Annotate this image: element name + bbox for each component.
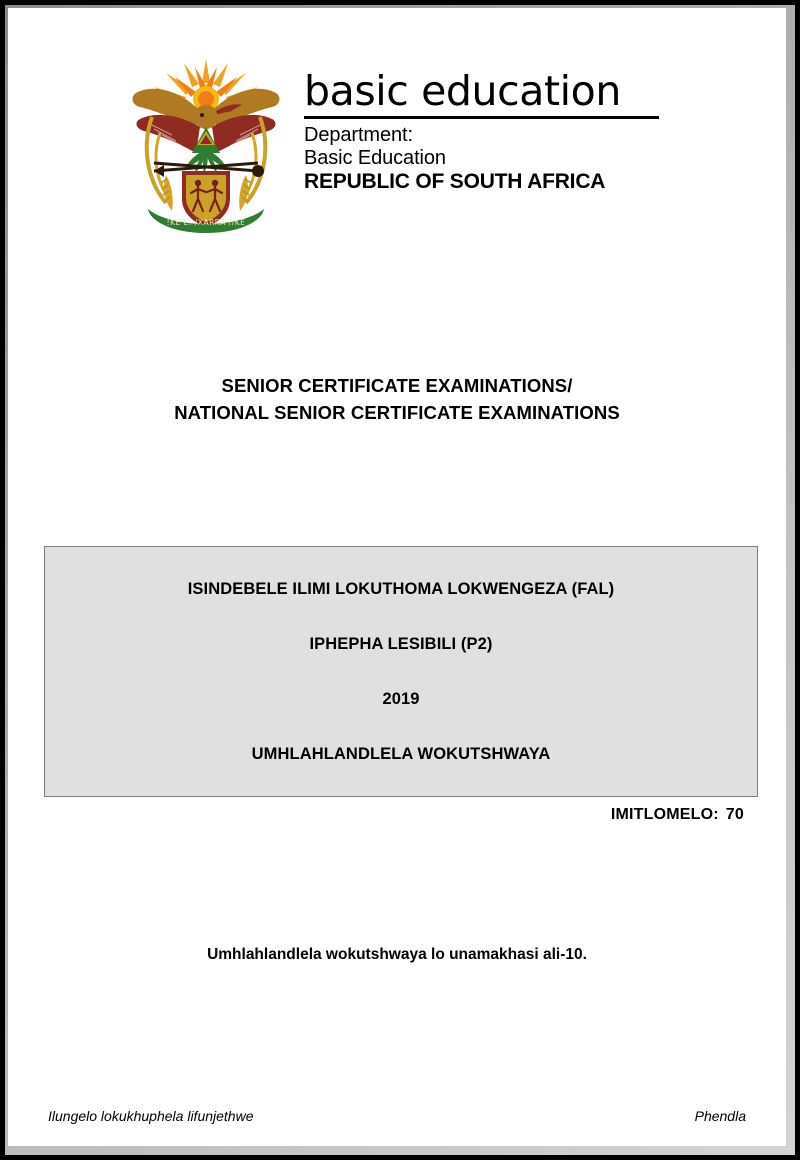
page-shadow — [5, 5, 795, 1155]
exam-heading — [8, 373, 786, 427]
paper-number: IPHEPHA LESIBILI (P2) — [309, 635, 493, 653]
south-african-coat-of-arms-icon — [120, 53, 292, 235]
page-footer — [48, 1108, 746, 1124]
subject-panel — [44, 546, 758, 797]
page-sheet — [8, 8, 786, 1146]
logotype-basic-education: basic education — [304, 67, 621, 115]
logotype-divider — [304, 116, 659, 119]
total-marks-value: 70 — [725, 806, 744, 823]
exam-heading-line-2: NATIONAL SENIOR CERTIFICATE EXAMINATIONS — [174, 401, 620, 423]
footer-turn-over: Phendla — [694, 1108, 746, 1124]
total-marks — [611, 806, 744, 824]
exam-heading-line-1: SENIOR CERTIFICATE EXAMINATIONS/ — [221, 375, 573, 396]
logotype-department-name: Basic Education — [304, 147, 446, 170]
exam-year: 2019 — [382, 690, 420, 708]
letterhead — [8, 53, 786, 235]
page-count-note: Umhlahlandlela wokutshwaya lo unamakhasi ali-10. — [207, 946, 587, 963]
departmental-logotype — [304, 67, 674, 195]
svg-text:!KE E: /XARRA //KE: !KE E: /XARRA //KE — [166, 218, 246, 227]
total-marks-label: IMITLOMELO: — [610, 806, 719, 823]
subject-name: ISINDEBELE ILIMI LOKUTHOMA LOKWENGEZA (FAL) — [187, 580, 615, 598]
logotype-department-label: Department: — [304, 124, 413, 146]
document-type: UMHLAHLANDLELA WOKUTSHWAYA — [251, 745, 551, 763]
footer-copyright: Ilungelo lokukhuphela lifunjethwe — [48, 1108, 254, 1124]
logotype-country: REPUBLIC OF SOUTH AFRICA — [304, 170, 606, 194]
